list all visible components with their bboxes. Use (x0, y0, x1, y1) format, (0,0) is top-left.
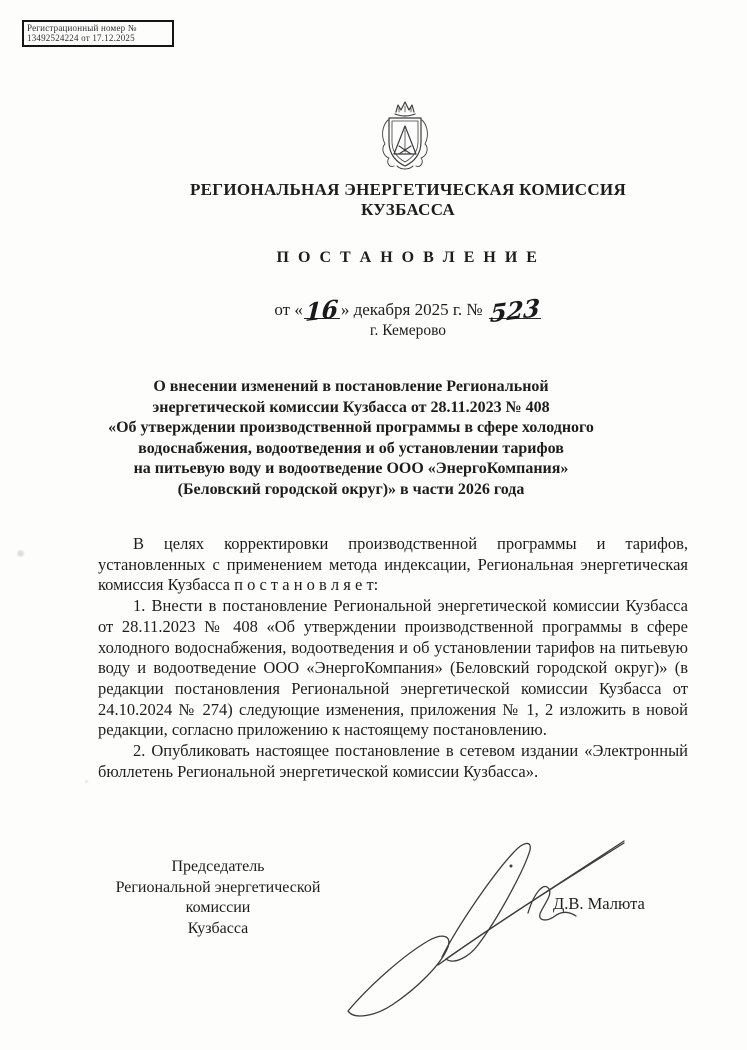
handwritten-day: 16 (304, 293, 340, 328)
signer-name: Д.В. Малюта (553, 894, 645, 913)
date-number-line (128, 292, 688, 329)
title-line: «Об утверждении производственной программы в сфере холодного (108, 419, 594, 436)
signer-position-block (98, 857, 338, 939)
signature-autograph (341, 820, 633, 1020)
registration-stamp (22, 20, 174, 47)
organization-name (128, 180, 688, 220)
date-middle: » декабря 2025 г. № (340, 300, 483, 319)
signer-position-line-3: Кузбасса (187, 919, 249, 937)
doc-number-blank (488, 292, 541, 329)
handwritten-number: 523 (488, 292, 541, 329)
paragraph-preamble: В целях корректировки производственной программы и тарифов, установленных с применением метода индексации, Региональная энергетическая комиссия Кузбасса п о с т а н о в л я е т: (98, 534, 688, 595)
signer-position-line-2: Региональной энергетической комиссии (115, 878, 321, 916)
coat-of-arms-icon (381, 99, 429, 171)
body-text (98, 534, 688, 782)
title-line: (Беловский городской округ)» в части 2026 года (177, 480, 525, 498)
title-line: О внесении изменений в постановление Региональной (153, 378, 549, 395)
city-line: г. Кемерово (369, 322, 447, 339)
title-line: водоснабжения, водоотведения и об установлении тарифов (138, 439, 564, 457)
scan-artifact (16, 549, 25, 558)
title-line: энергетической комиссии Кузбасса от 28.11.2023 № 408 (152, 398, 550, 416)
paragraph-item-2: 2. Опубликовать настоящее постановление в сетевом издании «Электронный бюллетень Региональной энергетической комиссии Кузбасса». (98, 741, 688, 781)
scan-artifact (84, 779, 89, 784)
organization-name-line-1: РЕГИОНАЛЬНАЯ ЭНЕРГЕТИЧЕСКАЯ КОМИССИЯ (189, 180, 627, 199)
stamp-line-1: Регистрационный номер № (27, 23, 137, 33)
stamp-line-2: 13492524224 от 17.12.2025 (27, 33, 135, 43)
date-day-blank (304, 293, 340, 328)
date-prefix: от « (274, 300, 303, 319)
title-line: на питьевую воду и водоотведение ООО «ЭнергоКомпания» (133, 460, 569, 477)
signer-position-line-1: Председатель (171, 858, 265, 875)
document-type-heading: П О С Т А Н О В Л Е Н И Е (276, 249, 540, 266)
organization-name-line-2: КУЗБАССА (360, 200, 456, 219)
paragraph-item-1: 1. Внести в постановление Региональной энергетической комиссии Кузбасса от 28.11.2023 № 408 «Об утверждении производственной программы в сфере холодного водоснабжения, водоотведения и об установлении тарифов на питьевую воду и водоотведение ООО «ЭнергоКомпания» (Беловский городской округ)» (в редакции постановления Региональной энергетической комиссии Кузбасса от 24.10.2024 № 274) следующие изменения, приложения № 1, 2 изложить в новой редакции, согласно приложению к настоящему постановлению. (98, 596, 688, 740)
document-title (98, 377, 604, 500)
